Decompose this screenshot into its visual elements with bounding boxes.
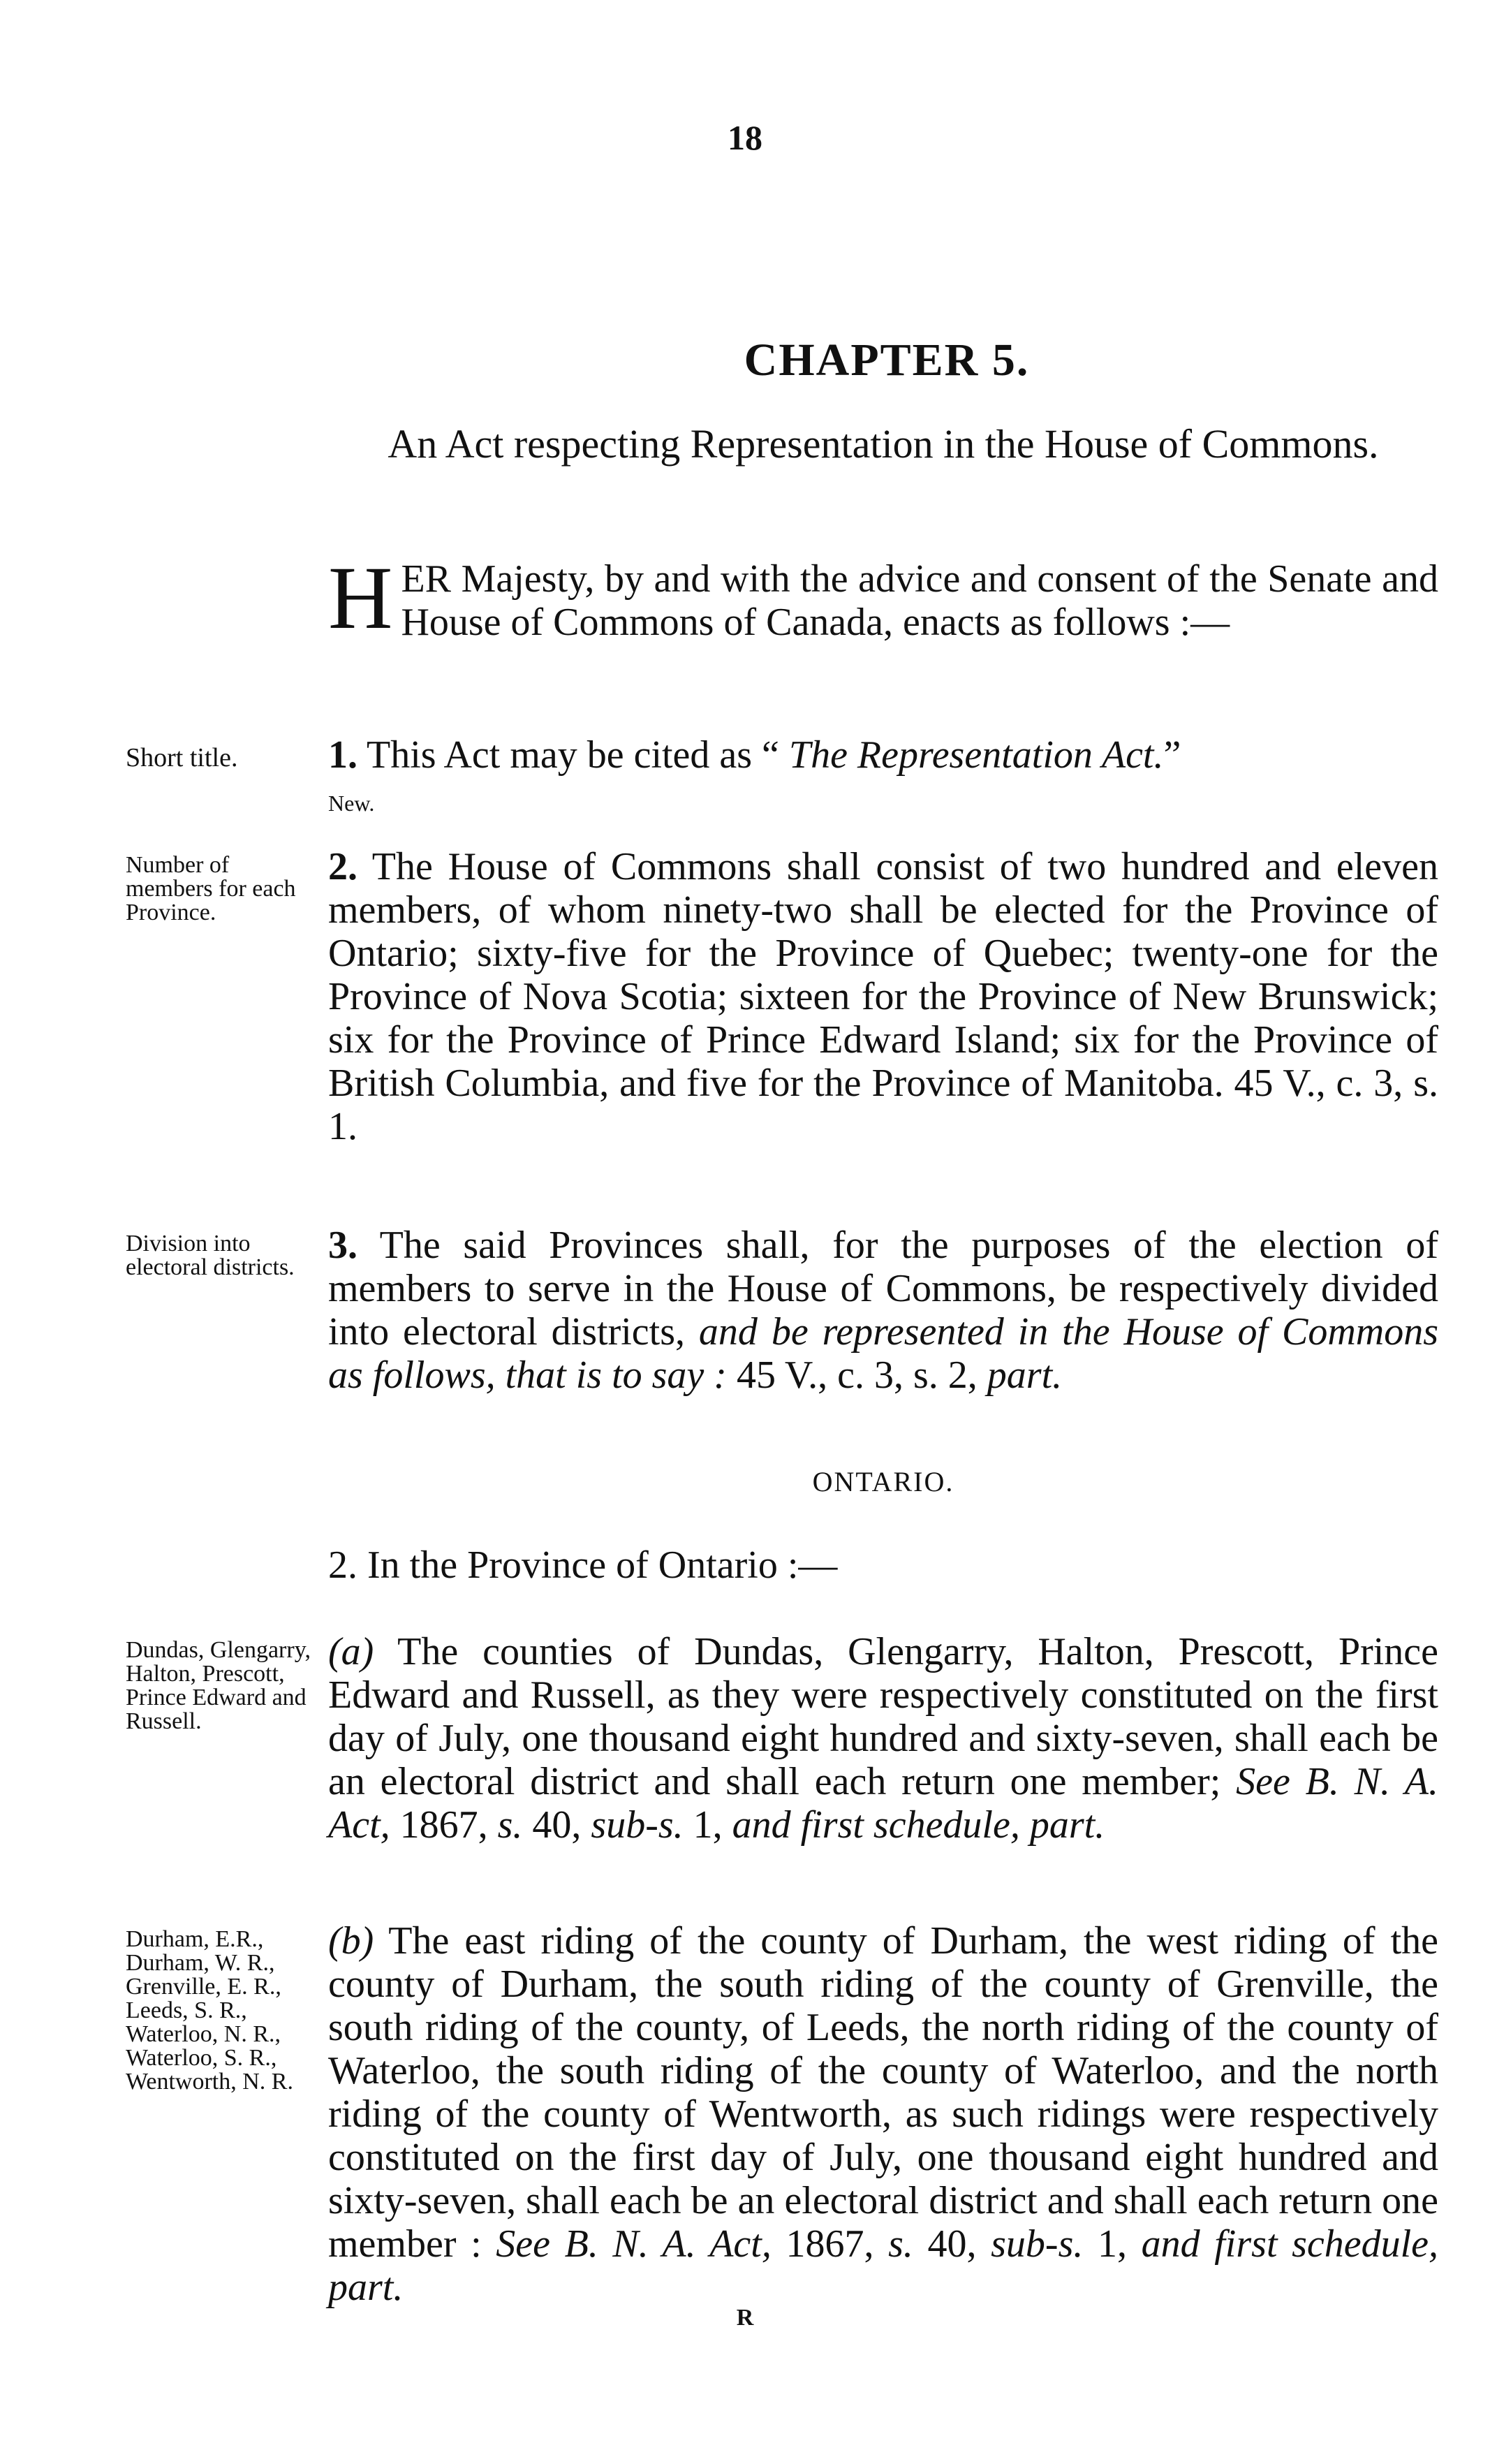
- margin-note-division: Division into electoral districts.: [126, 1231, 295, 1280]
- dropcap: H: [328, 548, 393, 647]
- section-number: 2.: [328, 845, 357, 888]
- section-3: 3. The said Provinces shall, for the purposes of the election of members to serve in the House of Commons, be respectively divided into electoral districts, and be represented in the House of Commons as follows, that is to say : 45 V., c. 3, s. 2, part.: [328, 1224, 1438, 1397]
- enacting-text: ER Majesty, by and with the advice and consent of the Senate and House of Commons of Canada, enacts as follows :—: [401, 557, 1438, 644]
- signature-mark: R: [736, 2305, 754, 2331]
- clause-label: (b): [328, 1919, 374, 1963]
- enacting-clause: [328, 548, 1438, 647]
- clause-label: (a): [328, 1630, 374, 1673]
- margin-note-short-title: Short title.: [126, 743, 238, 772]
- source-note: New.: [328, 791, 375, 816]
- margin-note-number-of-members: Number of members for each Province.: [126, 852, 296, 925]
- section-1: 1. This Act may be cited as “ The Representation Act.”: [328, 733, 1181, 777]
- margin-note-dundas: Dundas, Glengarry, Halton, Prescott, Prince Edward and Russell.: [126, 1637, 311, 1734]
- margin-note-durham: Durham, E.R., Durham, W. R., Grenville, E. R., Leeds, S. R., Waterloo, N. R., Waterloo, S. R., Wentworth, N. R.: [126, 1926, 293, 2095]
- section-number: 1.: [328, 733, 357, 777]
- page-number: 18: [728, 118, 762, 157]
- clause-a: (a) The counties of Dundas, Glengarry, Halton, Prescott, Prince Edward and Russell, as they were respectively constituted on the first day of July, one thousand eight hundred and sixty-seven, shall each be an electoral district and shall each return one member; See B. N. A. Act, 1867, s. 40, sub-s. 1, and first schedule, part.: [328, 1630, 1439, 1847]
- section-2: 2. The House of Commons shall consist of two hundred and eleven members, of whom ninety-two shall be elected for the Province of Ontario; sixty-five for the Province of Quebec; twenty-one for the Province of Nova Scotia; sixteen for the Province of New Brunswick; six for the Province of Prince Edward Island; six for the Province of British Columbia, and five for the Province of Manitoba. 45 V., c. 3, s. 1.: [328, 845, 1438, 1148]
- clause-b: (b) The east riding of the county of Durham, the west riding of the county of Durham, the south riding of the county of Grenville, the south riding of the county, of Leeds, the north riding of the county of Waterloo, the south riding of the county of Waterloo, and the north riding of the county of Wentworth, as such ridings were respectively constituted on the first day of July, one thousand eight hundred and sixty-seven, shall each be an electoral district and shall each return one member : See B. N. A. Act, 1867, s. 40, sub-s. 1, and first schedule, part.: [328, 1919, 1439, 2309]
- chapter-title: CHAPTER 5.: [744, 335, 1030, 386]
- act-title: An Act respecting Representation in the House of Commons.: [388, 421, 1379, 467]
- section-number: 3.: [328, 1224, 357, 1267]
- province-heading: ONTARIO.: [812, 1466, 954, 1497]
- subsection-intro: 2. In the Province of Ontario :—: [328, 1543, 838, 1587]
